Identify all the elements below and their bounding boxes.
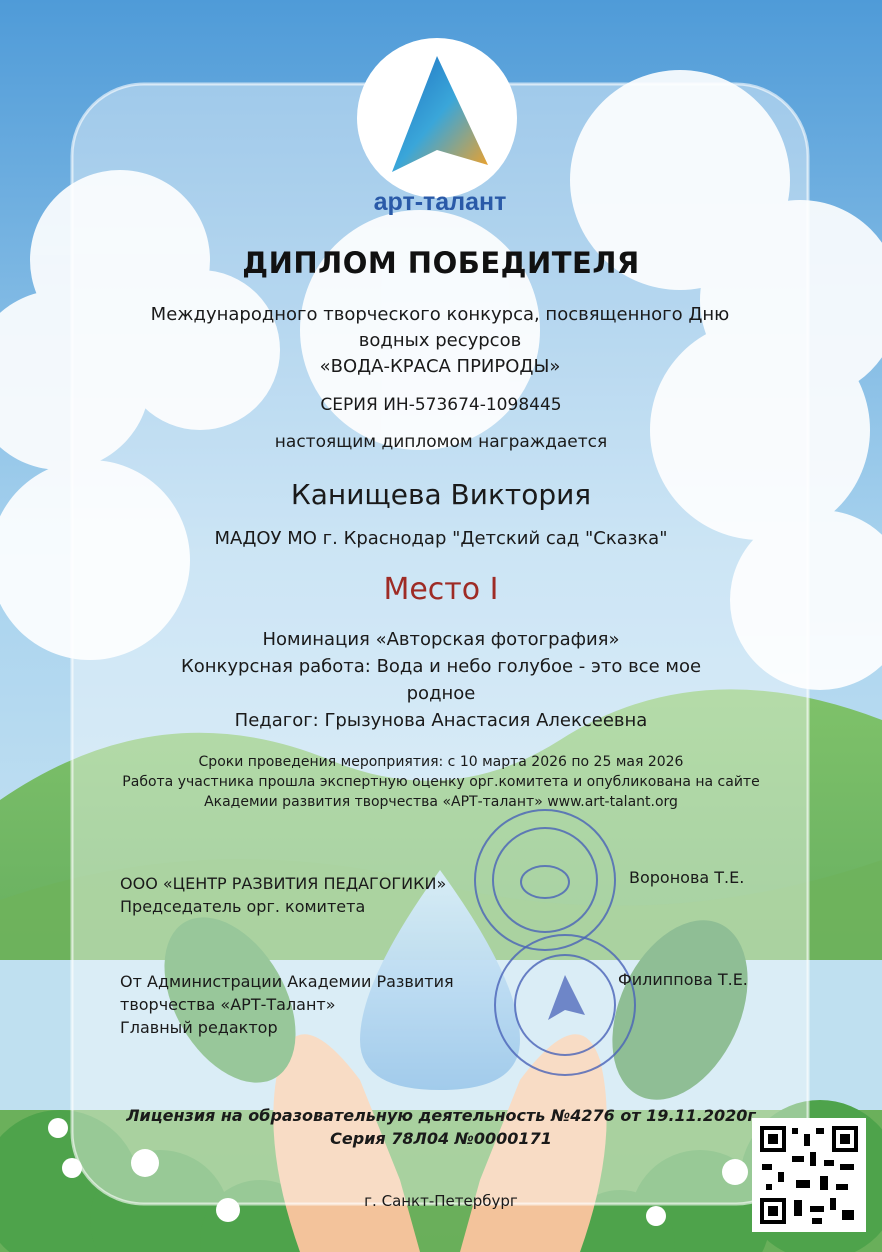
signature-role-1: Председатель орг. комитета (120, 897, 366, 916)
recipient-organization: МАДОУ МО г. Краснодар "Детский сад "Сказка" (214, 528, 668, 549)
nomination-block (160, 626, 722, 734)
brand-logo-text: арт-талант (373, 188, 507, 216)
signature-role-2: Главный редактор (120, 1018, 278, 1037)
signature-name-2: Филиппова Т.Е. (618, 970, 748, 989)
review-note: Работа участника прошла экспертную оценку орг.комитета и опубликована на сайте Академии развития творчества «АРТ-талант» www.art-talant.org (122, 774, 760, 810)
series-number: СЕРИЯ ИН-573674-1098445 (320, 395, 562, 415)
contest-title: «ВОДА-КРАСА ПРИРОДЫ» (319, 356, 561, 377)
signature-org-2b: творчества «АРТ-Талант» (120, 995, 336, 1014)
signature-name-1: Воронова Т.Е. (629, 868, 745, 887)
contest-work: Конкурсная работа: Вода и небо голубое - это все мое родное (180, 656, 702, 704)
signature-block-1 (120, 872, 446, 918)
event-dates: Сроки проведения мероприятия: с 10 марта 2026 по 25 мая 2026 (198, 754, 684, 770)
signature-org-1: ООО «ЦЕНТР РАЗВИТИЯ ПЕДАГОГИКИ» (120, 874, 447, 893)
city: г. Санкт-Петербург (364, 1192, 518, 1210)
teacher: Педагог: Грызунова Анастасия Алексеевна (234, 710, 648, 731)
place-award: Место I (383, 572, 499, 607)
awarded-text: настоящим дипломом награждается (274, 432, 608, 452)
license-line-1: Лицензия на образовательную деятельность №4276 от 19.11.2020г (126, 1106, 756, 1125)
contest-description (130, 302, 750, 380)
signature-org-2a: От Администрации Академии Развития (120, 972, 454, 991)
recipient-name: Канищева Виктория (290, 478, 592, 511)
signature-block-2 (120, 970, 454, 1039)
nomination: Номинация «Авторская фотография» (262, 629, 620, 650)
diploma-title: ДИПЛОМ ПОБЕДИТЕЛЯ (242, 246, 640, 280)
license-line-2: Серия 78Л04 №0000171 (330, 1129, 552, 1148)
event-info (120, 752, 762, 812)
contest-name: Международного творческого конкурса, посвященного Дню водных ресурсов (150, 304, 730, 351)
license-info (0, 1104, 882, 1150)
